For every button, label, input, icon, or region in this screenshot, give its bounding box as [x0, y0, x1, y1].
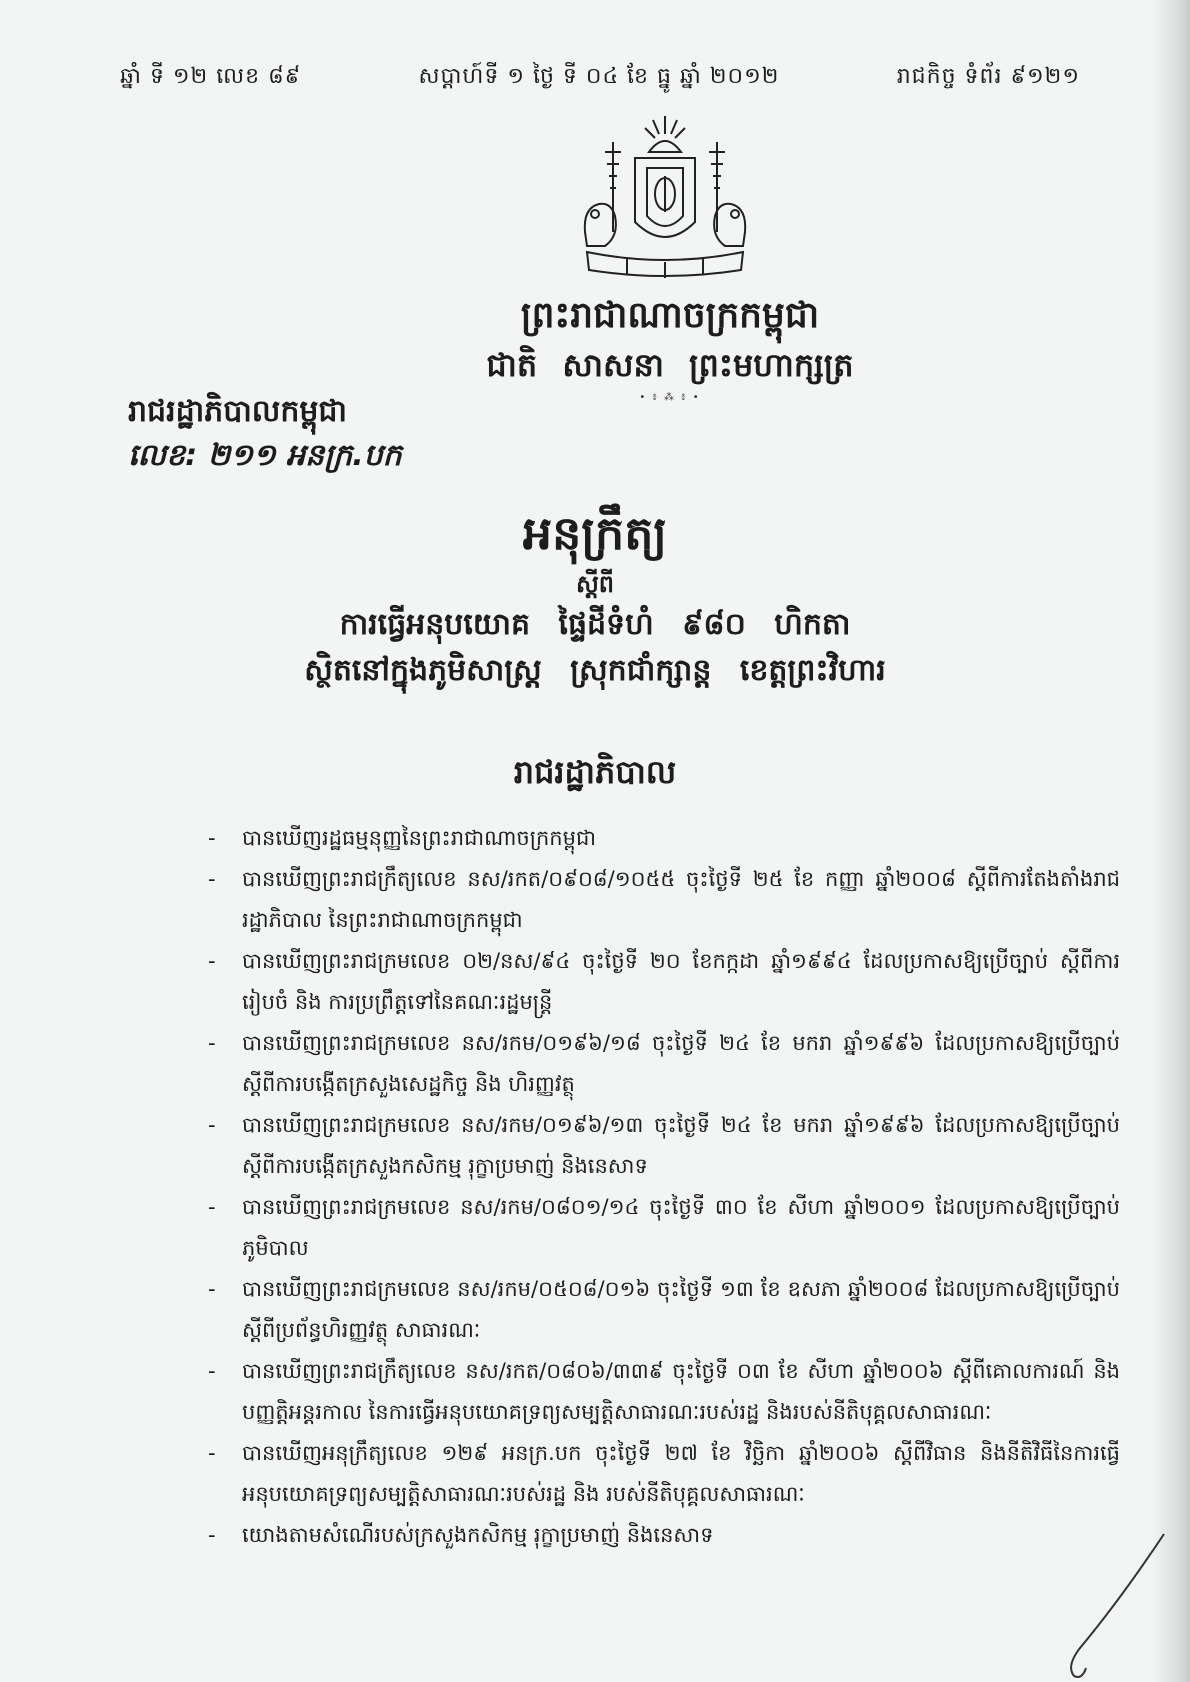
preamble-list	[200, 818, 1120, 1556]
kingdom-title: ព្រះរាជាណាចក្រកម្ពុជា	[520, 295, 820, 336]
page-edge-shadow	[1152, 0, 1190, 1682]
list-item	[200, 941, 1120, 1023]
list-item	[200, 1351, 1120, 1433]
document-subject-line-2: ស្ថិតនៅក្នុងភូមិសាស្ត្រ ស្រុកជាំក្សាន្ត ខេត្តព្រះវិហារ	[304, 653, 886, 688]
preamble-text: បានឃើញព្រះរាជក្រមលេខ នស/រកម/០១៩៦/១៣ ចុះថ្ងៃទី ២៤ ខែ មករា ឆ្នាំ១៩៩៦ ដែលប្រកាសឱ្យប្រើច្បាប់ស្តីពីការបង្កើតក្រសួងកសិកម្ម រុក្ខាប្រមាញ់ និងនេសាទ	[242, 1113, 1120, 1178]
bullet-dash: -	[208, 1031, 216, 1055]
list-item	[200, 818, 1120, 859]
document-subject-line-1: ការធ្វើអនុបយោគ ផ្ទៃដីទំហំ ៩៨០ ហិកតា	[339, 607, 851, 642]
preamble-text: បានឃើញព្រះរាជក្រឹត្យលេខ នស/រកត/០៩០៨/១០៥៥ ចុះថ្ងៃទី ២៥ ខែ កញ្ញា ឆ្នាំ២០០៨ ស្តីពីការតែងតាំងរាជរដ្ឋាភិបាល នៃព្រះរាជាណាចក្រកម្ពុជា	[242, 867, 1120, 932]
preamble-text: យោងតាមសំណើរបស់ក្រសួងកសិកម្ម រុក្ខាប្រមាញ់ និងនេសាទ	[242, 1523, 714, 1547]
preamble-text: បានឃើញព្រះរាជក្រមលេខ ០២/នស/៩៤ ចុះថ្ងៃទី ២០ ខែកក្កដា ឆ្នាំ១៩៩៤ ដែលប្រកាសឱ្យប្រើច្បាប់ ស្តីពីការរៀបចំ និង ការប្រព្រឹត្តទៅនៃគណៈរដ្ឋមន្ត្រី	[242, 949, 1120, 1014]
preamble-text: បានឃើញអនុក្រឹត្យលេខ ១២៩ អនក្រ.បក ចុះថ្ងៃទី ២៧ ខែ វិច្ឆិកា ឆ្នាំ២០០៦ ស្តីពីវិធាន និងនីតិវិធីនៃការធ្វើអនុបយោគទ្រព្យសម្បត្តិសាធារណៈរបស់រដ្ឋ និង របស់នីតិបុគ្គលសាធារណៈ	[242, 1441, 1120, 1506]
issuer-block	[128, 390, 508, 478]
preamble-text: បានឃើញព្រះរាជក្រមលេខ នស/រកម/០១៩៦/១៨ ចុះថ្ងៃទី ២៤ ខែ មករា ឆ្នាំ១៩៩៦ ដែលប្រកាសឱ្យប្រើច្បាប់ស្តីពីការបង្កើតក្រសួងសេដ្ឋកិច្ច និង ហិរញ្ញវត្ថុ	[242, 1031, 1120, 1096]
document-authority: រាជរដ្ឋាភិបាល	[513, 753, 677, 791]
gazette-issue: ឆ្នាំ ទី ១២ លេខ ៨៩	[120, 64, 302, 89]
document-number: លេខ: ២១១ អនក្រ.បក	[128, 438, 402, 473]
preamble-text: បានឃើញព្រះរាជក្រមលេខ នស/រកម/០៨០១/១៤ ចុះថ្ងៃទី ៣០ ខែ សីហា ឆ្នាំ២០០១ ដែលប្រកាសឱ្យប្រើច្បាប់ភូមិបាល	[242, 1195, 1120, 1260]
document-type: អនុក្រឹត្យ	[522, 506, 668, 560]
list-item	[200, 1023, 1120, 1105]
kingdom-heading	[470, 290, 870, 408]
document-about: ស្តីពី	[575, 570, 615, 598]
list-item	[200, 1269, 1120, 1351]
list-item	[200, 1433, 1120, 1515]
preamble-text: បានឃើញរដ្ឋធម្មនុញ្ញនៃព្រះរាជាណាចក្រកម្ពុជា	[242, 826, 596, 850]
gazette-date: សប្តាហ៍ទី ១ ថ្ងៃ ទី ០៤ ខែ ធ្នូ ឆ្នាំ ២០១២	[418, 64, 780, 89]
bullet-dash: -	[208, 1359, 216, 1383]
handwritten-mark	[1060, 1530, 1170, 1680]
royal-coat-of-arms-icon	[565, 112, 765, 290]
bullet-dash: -	[208, 1195, 216, 1219]
list-item	[200, 1187, 1120, 1269]
document-title-block	[180, 500, 1010, 694]
list-item	[200, 1515, 1120, 1556]
bullet-dash: -	[208, 1523, 216, 1547]
gazette-page: រាជកិច្ច ទំព័រ ៩១២១	[896, 64, 1080, 89]
bullet-dash: -	[208, 867, 216, 891]
bullet-dash: -	[208, 1277, 216, 1301]
bullet-dash: -	[208, 826, 216, 850]
bullet-dash: -	[208, 949, 216, 973]
gazette-header	[120, 62, 1080, 94]
preamble-text: បានឃើញព្រះរាជក្រឹត្យលេខ នស/រកត/០៨០៦/៣៣៩ ចុះថ្ងៃទី ០៣ ខែ សីហា ឆ្នាំ២០០៦ ស្តីពីគោលការណ៍ និង បញ្ញត្តិអន្តរកាល នៃការធ្វើអនុបយោគទ្រព្យសម្បត្តិសាធារណៈរបស់រដ្ឋ និងរបស់នីតិបុគ្គលសាធារណៈ	[242, 1359, 1120, 1424]
bullet-dash: -	[208, 1113, 216, 1137]
issuer-name: រាជរដ្ឋាភិបាលកម្ពុជា	[128, 394, 347, 429]
bullet-dash: -	[208, 1441, 216, 1465]
kingdom-motto: ជាតិ សាសនា ព្រះមហាក្សត្រ	[486, 346, 854, 384]
list-item	[200, 859, 1120, 941]
list-item	[200, 1105, 1120, 1187]
ornament-divider: • ៖ ⁂ ៖ •	[639, 392, 701, 403]
preamble-text: បានឃើញព្រះរាជក្រមលេខ នស/រកម/០៥០៨/០១៦ ចុះថ្ងៃទី ១៣ ខែ ឧសភា ឆ្នាំ២០០៨ ដែលប្រកាសឱ្យប្រើច្បាប់ស្តីពីប្រព័ន្ធហិរញ្ញវត្ថុ សាធារណៈ	[242, 1277, 1120, 1342]
